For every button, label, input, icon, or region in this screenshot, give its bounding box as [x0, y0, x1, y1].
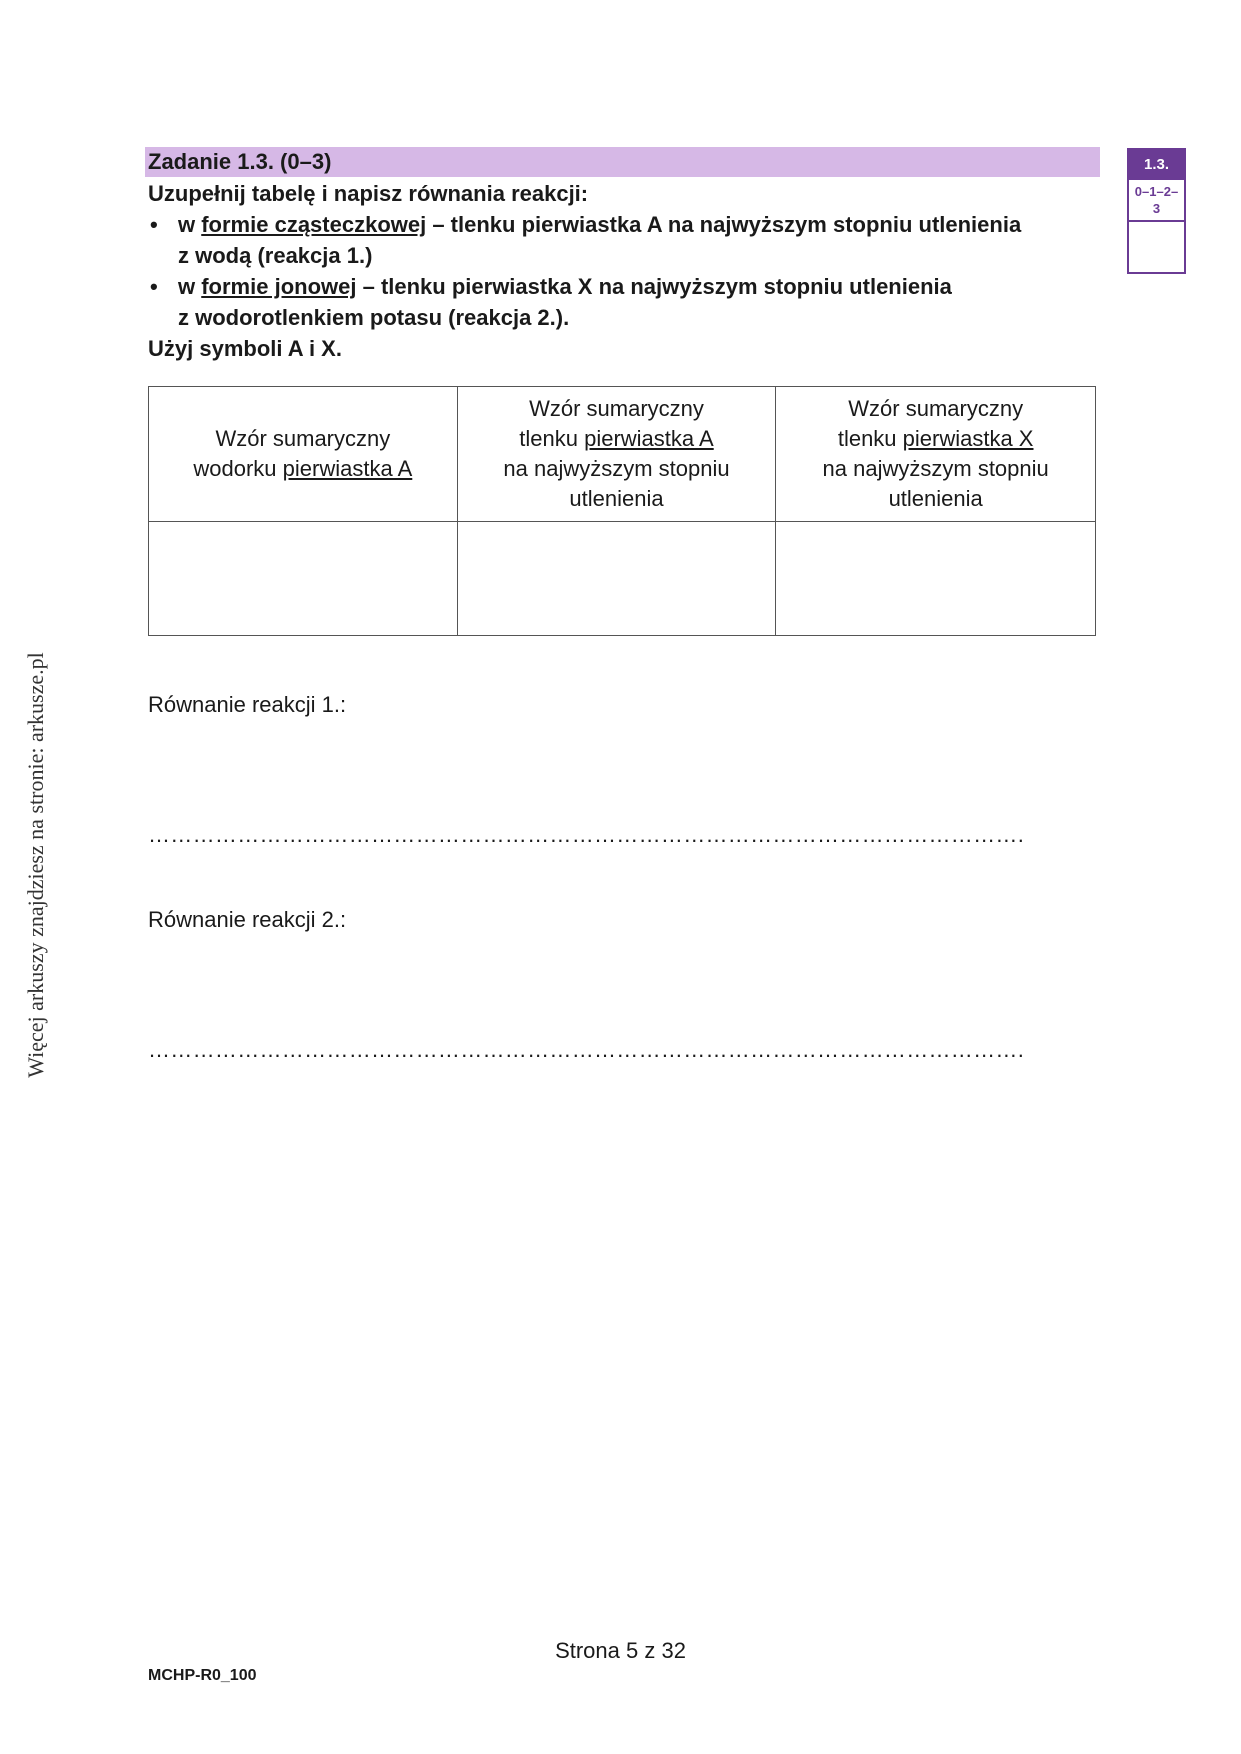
bullet1-line2: z wodą (reakcja 1.) — [178, 243, 373, 268]
exam-code: MCHP-R0_100 — [148, 1667, 257, 1684]
header3-underlined: pierwiastka X — [902, 426, 1034, 451]
header3-line4: utlenienia — [888, 486, 983, 511]
header2-underlined: pierwiastka A — [584, 426, 714, 451]
bullet2-rest: – tlenku pierwiastka X na najwyższym stopniu utlenienia — [356, 274, 952, 299]
symbols-note: Użyj symboli A i X. — [148, 336, 342, 361]
answer-cell-oxide-a[interactable] — [457, 522, 776, 636]
bullet2-prefix: w — [178, 274, 202, 299]
header1-underlined: pierwiastka A — [282, 456, 413, 481]
score-range — [1129, 180, 1184, 222]
task-title: Zadanie 1.3. (0–3) — [145, 147, 1100, 177]
table-header-row — [149, 387, 1096, 522]
answer-cell-hydride[interactable] — [149, 522, 458, 636]
header-hydride-formula — [149, 387, 458, 522]
table-answer-row — [149, 522, 1096, 636]
score-box — [1127, 148, 1186, 274]
bullet2-underlined: formie jonowej — [201, 274, 357, 299]
score-number: 1.3. — [1129, 150, 1184, 180]
bullet-ionic-form — [148, 271, 1108, 333]
task-intro: Uzupełnij tabelę i napisz równania reakcji: — [148, 181, 589, 206]
bullet1-prefix: w — [178, 212, 202, 237]
side-note — [4, 0, 64, 1754]
score-range-line2: 3 — [1152, 201, 1161, 216]
equation1-label: Równanie reakcji 1.: — [148, 692, 347, 717]
header2-prefix: tlenku — [519, 426, 585, 451]
bullet1-underlined: formie cząsteczkowej — [201, 212, 427, 237]
header2-line4: utlenienia — [569, 486, 664, 511]
task-instructions — [148, 178, 1108, 364]
answer-table — [148, 386, 1096, 636]
header3-line1: Wzór sumaryczny — [848, 396, 1024, 421]
bullet1-rest: – tlenku pierwiastka A na najwyższym stopniu utlenienia — [426, 212, 1022, 237]
bullet-molecular-form — [148, 209, 1108, 271]
header-oxide-a-formula — [457, 387, 776, 522]
header-oxide-x-formula — [776, 387, 1096, 522]
side-note-text: Więcej arkuszy znajdziesz na stronie: arkusze.pl — [23, 652, 48, 1078]
equation2-answer-line[interactable]: ………………………………………………………………………………………………………. — [148, 1037, 1025, 1062]
page-number: Strona 5 z 32 — [555, 1638, 686, 1663]
score-range-line1: 0–1–2– — [1134, 184, 1179, 199]
bullet2-line2: z wodorotlenkiem potasu (reakcja 2.). — [178, 305, 570, 330]
header3-line3: na najwyższym stopniu — [822, 456, 1049, 481]
equation2-label: Równanie reakcji 2.: — [148, 907, 347, 932]
header1-line1: Wzór sumaryczny — [215, 426, 391, 451]
answer-cell-oxide-x[interactable] — [776, 522, 1096, 636]
header2-line1: Wzór sumaryczny — [529, 396, 704, 421]
score-entry-field[interactable] — [1129, 222, 1184, 272]
header1-prefix: wodorku — [193, 456, 283, 481]
equation1-answer-line[interactable]: ………………………………………………………………………………………………………. — [148, 822, 1025, 847]
header3-prefix: tlenku — [837, 426, 903, 451]
header2-line3: na najwyższym stopniu — [503, 456, 730, 481]
